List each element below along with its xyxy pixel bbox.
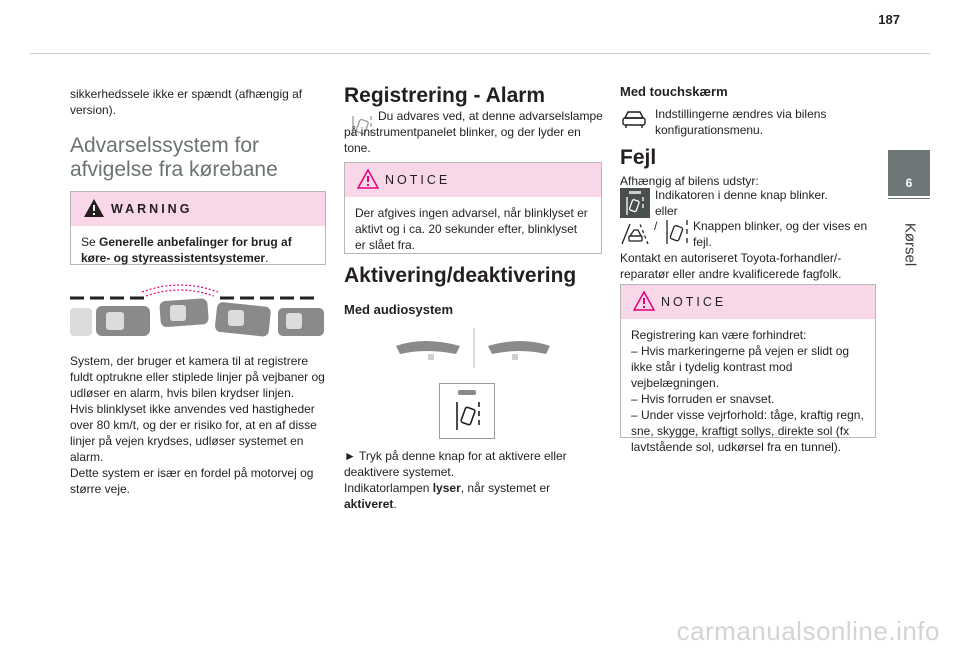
notice-line-3: – Hvis forruden er snavset. — [631, 392, 775, 406]
notice-title-2: NOTICE — [661, 295, 727, 309]
chapter-label: Kørsel — [901, 222, 919, 267]
subheading-touchscreen: Med touchskærm — [620, 84, 728, 99]
warning-header — [71, 192, 325, 226]
button-indicator-lamp — [458, 390, 476, 395]
warning-text-bold: Generelle anbefalinger for brug af køre- og styreassistentsystemer — [81, 235, 292, 265]
lane-car-icon — [454, 400, 482, 432]
body-paragraph-3: Dette system er især en fordel på motorvej og større veje. — [70, 466, 314, 496]
body-paragraph-2: Hvis blinklyset ikke anvendes ved hastigheder over 80 km/t, og der er risiko for, at en af disse linjer på vejen krydses, udløser systemet en alarm. — [70, 402, 317, 464]
lamp-text-suffix: . — [393, 497, 397, 511]
header-rule — [30, 53, 930, 54]
section-heading-lane: Advarselssystem for afvigelse fra kørebane — [70, 134, 278, 181]
car-settings-icon — [621, 108, 647, 135]
warning-triangle-icon — [83, 198, 105, 223]
subheading-audio: Med audiosystem — [344, 302, 454, 317]
notice-line-4: – Under visse vejrforhold: tåge, kraftig regn, sne, skygge, kraftigt sollys, direkte sol (fx lavtstående sol, udkørsel fra en tunnel). — [631, 408, 864, 454]
fault-button-icon — [620, 188, 650, 218]
warning-text — [71, 226, 325, 274]
notice-text-2 — [621, 319, 875, 463]
notice-text-1: Der afgives ingen advarsel, når blinklyset er aktivt og i ca. 20 sekunder efter, blinklyset er slået fra. — [355, 206, 588, 252]
warning-title: WARNING — [111, 202, 193, 216]
notice-line-2: – Hvis markeringerne på vejen er slidt og ikke står i tydelig kontrast mod vejbelægningen. — [631, 344, 850, 390]
steering-wheel-illustration — [394, 328, 554, 373]
page-number: 187 — [878, 12, 900, 27]
chapter-number: 6 — [905, 176, 913, 190]
notice-title-1: NOTICE — [385, 173, 451, 187]
warning-text-suffix: . — [265, 251, 269, 265]
indicator-lamp-text — [344, 480, 606, 512]
touchscreen-text: Indstillingerne ændres via bilens konfigurationsmenu. — [655, 107, 827, 137]
chapter-tab-rule — [888, 198, 930, 199]
warning-text-prefix: Se — [81, 235, 100, 249]
fault-slash: / — [654, 219, 658, 233]
lane-assist-button[interactable] — [439, 383, 495, 439]
notice-header-1 — [345, 163, 601, 197]
lane-departure-illustration — [70, 282, 326, 349]
fault-line-2: Knappen blinker, og der vises en fejl. — [693, 219, 868, 249]
lamp-text-prefix: Indikatorlampen — [344, 481, 433, 495]
lamp-text-mid: , når systemet er — [460, 481, 551, 495]
press-instruction: ► Tryk på denne knap for at aktivere eller deaktivere systemet. — [344, 449, 567, 479]
fault-contact: Kontakt en autoriseret Toyota-forhandler/-reparatør eller andre kvalificerede fagfolk. — [620, 251, 842, 281]
section-heading-activation: Aktivering/deaktivering — [344, 264, 577, 287]
body-paragraph-1: System, der bruger et kamera til at registrere fuldt optrukne eller stiplede linjer på vejbaner og udløser en alarm, hvis bilen krydser linjen. — [70, 354, 325, 400]
notice-box-2 — [620, 284, 876, 454]
notice-triangle-icon — [633, 291, 655, 316]
notice-header-2 — [621, 285, 875, 319]
lane-fault-button-icon — [664, 218, 690, 251]
notice-box-1 — [344, 162, 602, 254]
fault-line-1: Indikatoren i denne knap blinker. — [655, 188, 828, 202]
section-heading-alarm: Registrering - Alarm — [344, 84, 546, 107]
warning-box — [70, 191, 326, 265]
alarm-text: Du advares ved, at denne advarselslampe på instrumentpanelet blinker, og der lyder en tone. — [344, 109, 603, 155]
section-heading-fault: Fejl — [620, 146, 657, 169]
watermark: carmanualsonline.info — [676, 616, 940, 646]
fault-or: eller — [655, 204, 678, 218]
intro-text: sikkerhedssele ikke er spændt (afhængig af version). — [70, 87, 303, 117]
lamp-text-bold-1: lyser — [432, 481, 461, 495]
system-description — [70, 353, 326, 497]
notice-triangle-icon — [357, 169, 379, 194]
lane-fault-outline-icon — [620, 220, 650, 251]
notice-line-1: Registrering kan være forhindret: — [631, 328, 807, 342]
fault-intro: Afhængig af bilens udstyr: — [620, 174, 759, 188]
lamp-text-bold-2: aktiveret — [344, 497, 394, 511]
